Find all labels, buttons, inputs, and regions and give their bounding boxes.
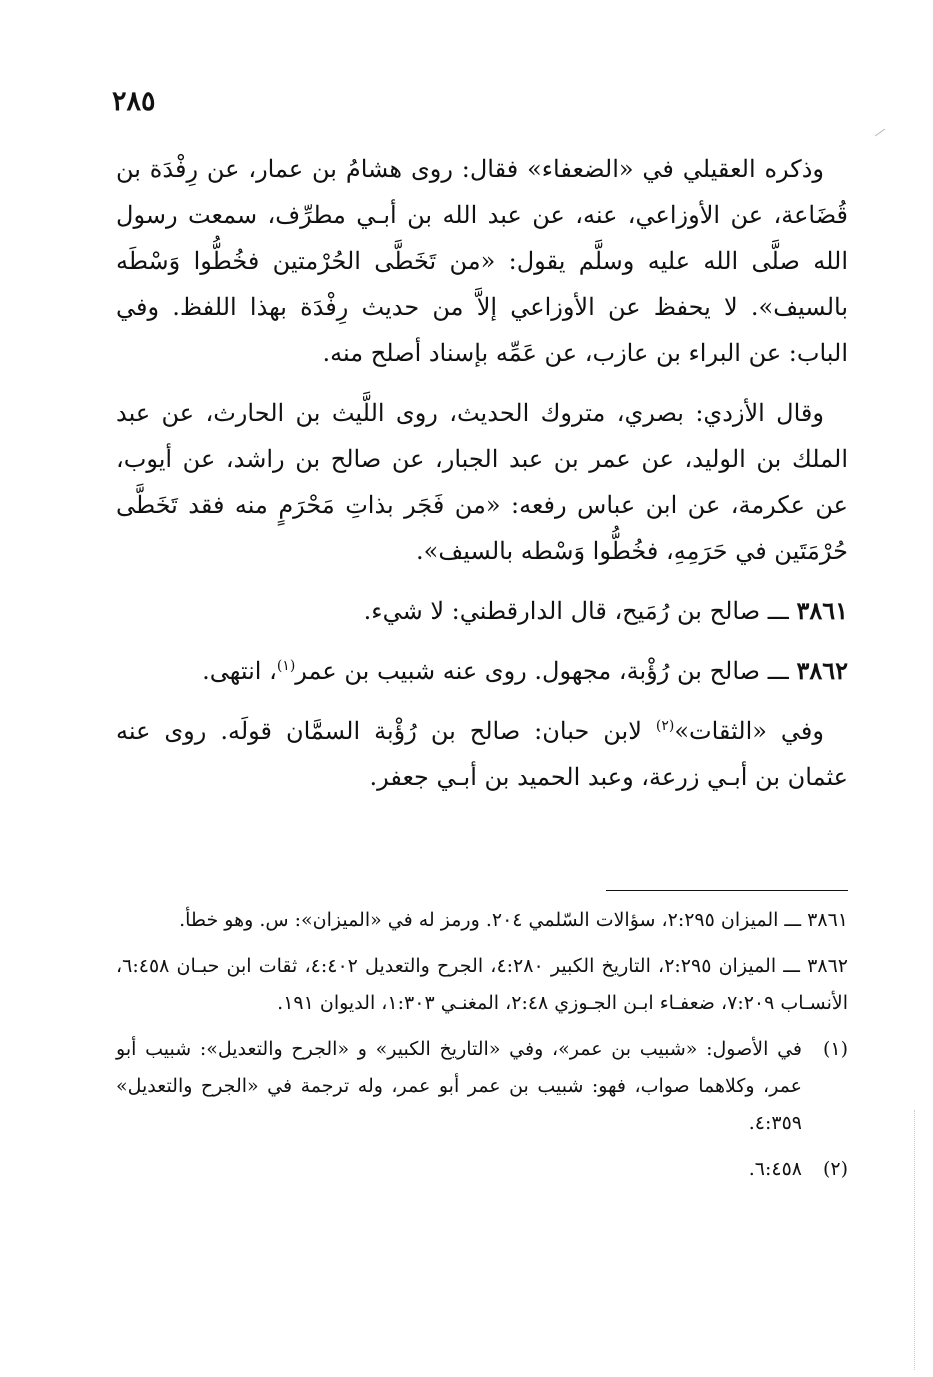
- page-number: ٢٨٥: [112, 86, 156, 117]
- paragraph-thiqat-start: وفي «الثقات»: [674, 717, 824, 745]
- footnote-2: [116, 1151, 848, 1188]
- footnote-1-label: (١): [822, 1038, 848, 1060]
- entry-text-3861: ـــ صالح بن رُمَيح، قال الدارقطني: لا شيء.: [363, 597, 789, 625]
- paragraph-thiqat-end: لابن حبان: صالح بن رُؤْبة السمَّان قولَه. روى عنه عثمان بن أبـي زرعة، وعبد الحميد بن أبـي جعفر.: [116, 717, 848, 791]
- entry-number-3861: ٣٨٦١: [796, 596, 848, 625]
- margin-dots: [914, 1110, 916, 1370]
- entry-text-3862: ـــ صالح بن رُؤْبة، مجهول. روى عنه شبيب بن عمر: [295, 657, 789, 685]
- paragraph-uqaili: وذكره العقيلي في «الضعفاء» فقال: روى هشامُ بن عمار، عن رِفْدَة بن قُضَاعة، عن الأوزاعي، عنه، عن عبد الله بن أبـي مطرِّف، سمعت رسول الله صلَّى الله عليه وسلَّم يقول: «من تَخَطَّى الحُرْمتين فخُطُّوا وَسْطَه بالسيف». لا يحفظ عن الأوزاعي إلاَّ من حديث رِفْدَة بهذا اللفظ. وفي الباب: عن البراء بن عازب، عن عَمِّه بإسناد أصلح منه.: [116, 155, 849, 367]
- footnote-1: [116, 1031, 848, 1142]
- paragraph-thiqat: [116, 708, 848, 800]
- main-text: [116, 146, 848, 814]
- footnote-ref-1: (١): [276, 658, 296, 674]
- paragraph-azdi: وقال الأزدي: بصري، متروك الحديث، روى اللَّيث بن الحارث، عن عبد الملك بن الوليد، عن عمر بن عبد الجبار، عن صالح بن راشد، عن أيوب، عن عكرمة، عن ابن عباس رفعه: «من فَجَر بذاتِ مَحْرَمٍ منه فقد تَخَطَّى حُرْمَتَين في حَرَمِهِ، فخُطُّوا وَسْطه بالسيف».: [116, 399, 848, 565]
- entry-3861: [116, 588, 848, 634]
- footnote-3862: ٣٨٦٢ ـــ الميزان ٢:٢٩٥، التاريخ الكبير ٤:٢٨٠، الجرح والتعديل ٤:٤٠٢، ثقات ابن حبـان ٦:٤٥٨، الأنسـاب ٧:٢٠٩، ضعفـاء ابـن الجـوزي ٢:٤٨، المغنـي ١:٣٠٣، الديوان ١٩١.: [116, 955, 848, 1014]
- footnote-1-text: في الأصول: «شبيب بن عمر»، وفي «التاريخ الكبير» و «الجرح والتعديل»: شبيب أبو عمر، وكلاهما صواب، فهو: شبيب بن عمر أبو عمر، وله ترجمة في «الجرح والتعديل» ٤:٣٥٩.: [116, 1038, 802, 1134]
- footnote-ref-2: (٢): [655, 718, 675, 734]
- footnote-2-text: ٦:٤٥٨.: [748, 1158, 802, 1180]
- footnote-2-label: (٢): [822, 1158, 848, 1180]
- entry-number-3862: ٣٨٦٢: [796, 656, 848, 685]
- entry-tail-3862: ، انتهى.: [202, 657, 277, 685]
- footnotes: [116, 902, 848, 1197]
- footnote-3861: ٣٨٦١ ـــ الميزان ٢:٢٩٥، سؤالات السّلمي ٢٠٤. ورمز له في «الميزان»: س. وهو خطأ.: [179, 909, 848, 931]
- footnote-separator: [606, 890, 848, 891]
- entry-3862: [116, 648, 848, 694]
- margin-mark: [875, 129, 885, 137]
